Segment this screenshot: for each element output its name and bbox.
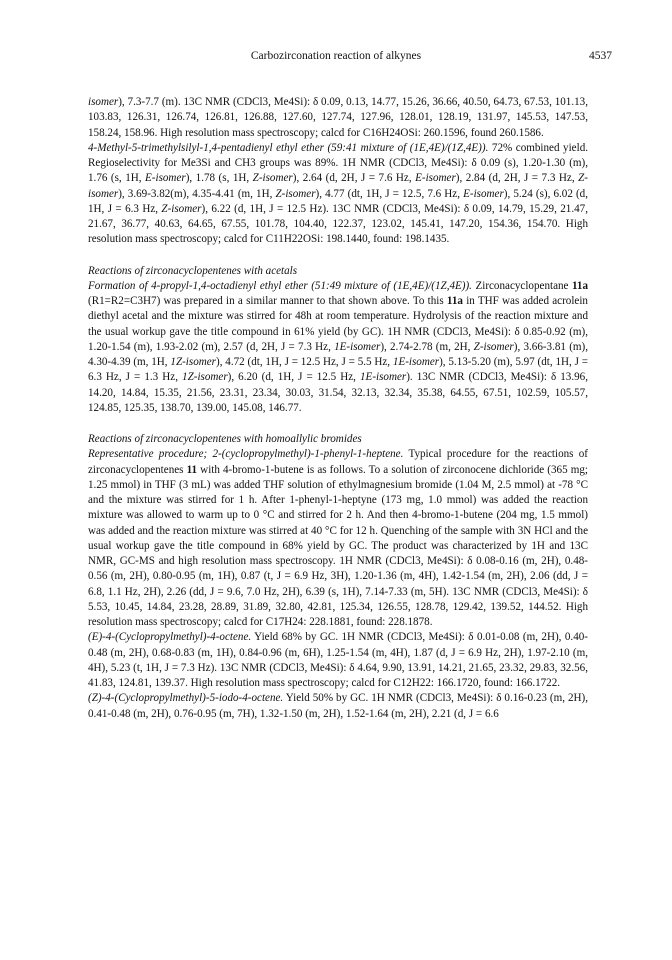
compound-title: 4-Methyl-5-trimethylsilyl-1,4-pentadienyl ethyl ether (59:41 mixture of (1E,4E)/(1Z,4E)). [88, 141, 489, 154]
body-text: Zirconacyclopentane [471, 279, 572, 292]
paragraph-octadienyl-ether [88, 279, 588, 416]
running-title: Carbozirconation reaction of alkynes [250, 50, 422, 62]
compound-title: Representative procedure; 2-(cyclopropylmethyl)-1-phenyl-1-heptene. [88, 448, 404, 461]
section-homoallylic-bromides [88, 432, 588, 722]
body-text: Yield 68% by GC. 1H NMR (CDCl3, Me4Si): δ 0.01-0.08 (m, 2H), 0.40-0.48 (m, 2H), 0.68-0.83 (m, 1H), 0.84-0.96 (m, 6H), 1.25-1.54 (m, 4H), 1.87 (d, J = 6.9 Hz, 2H), 1.97-2.10 (m, 4H), 5.23 (t, 1H, J = 7.3 Hz). 13C NMR (CDCl3, Me4Si): δ 4.64, 9.90, 13.91, 14.21, 21.65, 23.32, 29.83, 32.56, 41.83, 124.81, 139.37. High resolution mass spectroscopy; calcd for C12H22: 166.1720, found: 166.1722. [88, 631, 588, 689]
italic-text: 1E-isomer [334, 340, 381, 353]
body-text: ), 4.72 (dt, 1H, J = 12.5 Hz, J = 5.5 Hz, [216, 356, 393, 368]
italic-text: E-isomer [463, 187, 504, 200]
running-head [0, 50, 672, 66]
italic-text: 1E-isomer [392, 356, 440, 368]
compound-number: 11a [571, 279, 589, 292]
paragraph-pentadienyl-ether [88, 141, 588, 248]
italic-text: 1Z-isomer [182, 371, 228, 384]
body-text: ), 4.77 (dt, 1H, J = 12.5, 7.6 Hz, [315, 187, 464, 200]
paragraph-iodo-octene [88, 691, 588, 722]
body-text: ), 3.66-3.81 (m), 4.30-4.39 (m, 1H, [88, 340, 588, 368]
body-text: ). 13C NMR (CDCl3, Me4Si): δ 13.96, 14.20, 14.84, 15.35, 21.56, 23.31, 23.34, 30.03, 31.54, 32.13, 32.34, 35.38, 64.55, 67.51, 102.59, 105.57, 124.85, 125.35, 138.70, 139.00, 145.08, 146.77. [88, 371, 588, 414]
section-heading: Reactions of zirconacyclopentenes with homoallylic bromides [88, 433, 362, 445]
paragraph-representative-procedure [88, 447, 588, 630]
italic-text: Z-isomer [252, 172, 293, 185]
italic-text: E-isomer [415, 172, 456, 185]
body-text: ), 2.74-2.78 (m, 2H, [380, 340, 474, 353]
body-text: Typical procedure for the reactions of zirconacyclopentenes [88, 448, 588, 476]
italic-text: Z-isomer [275, 187, 316, 200]
compound-number: 11a [446, 295, 463, 307]
body-text: ), 3.69-3.82(m), 4.35-4.41 (m, 1H, [118, 187, 276, 200]
italic-text: isomer [88, 96, 119, 108]
body-text: ), 6.22 (d, 1H, J = 12.5 Hz). 13C NMR (CDCl3, Me4Si): δ 0.09, 14.79, 15.29, 21.47, 21.67, 36.77, 40.63, 64.65, 67.55, 101.78, 104.40, 122.37, 123.02, 145.41, 147.20, 154.36, 154.70. High resolution mass spectroscopy; calcd for C11H22OSi: 198.1440, found: 198.1435. [88, 202, 588, 246]
paragraph-cyclopropylmethyl-octene [88, 630, 588, 691]
body-text: Yield 50% by GC. 1H NMR (CDCl3, Me4Si): δ 0.16-0.23 (m, 2H), 0.41-0.48 (m, 2H), 0.76-0.95 (m, 7H), 1.32-1.50 (m, 2H), 1.52-1.64 (m, 2H), 2.21 (d, J = 6.6 [88, 692, 588, 720]
compound-title: (Z)-4-(Cyclopropylmethyl)-5-iodo-4-octene. [88, 692, 284, 705]
body-text: ), 1.78 (s, 1H, [185, 172, 253, 185]
italic-text: 1E-isomer [360, 371, 407, 384]
italic-text: E-isomer [145, 172, 186, 185]
body-text: (R1=R2=C3H7) was prepared in a similar manner to that shown above. To this [88, 295, 447, 307]
body-text: ), 5.13-5.20 (m), 5.97 (dt, 1H, J = 6.3 Hz, J = 1.3 Hz, [88, 356, 588, 384]
body-text: ), 7.3-7.7 (m). [118, 96, 184, 108]
compound-title: Formation of 4-propyl-1,4-octadienyl ethyl ether (51:49 mixture of (1E,4E)/(1Z,4E)). [88, 279, 472, 292]
page-number: 4537 [589, 50, 612, 62]
body-text: ), 2.64 (d, 2H, J = 7.6 Hz, [292, 172, 416, 185]
section-acetals [88, 264, 588, 417]
section-heading: Reactions of zirconacyclopentenes with acetals [88, 264, 298, 277]
body-text: 13C NMR (CDCl3, Me4Si): δ 0.09, 0.13, 14.77, 15.26, 36.66, 40.50, 64.73, 67.53, 101.13, 103.83, 126.31, 126.74, 126.81, 126.88, 127.60, 127.74, 127.96, 128.01, 128.19, 131.97, 145.53, 147.53, 158.24, 158.96. High resolution mass spectroscopy; calcd for C16H24OSi: 260.1596, found 260.1586. [88, 96, 588, 139]
body-text: with 4-bromo-1-butene is as follows. To a solution of zirconocene dichloride (365 mg; 1.25 mmol) in THF (3 mL) was added THF solution of ethylmagnesium bromide (1.04 M, 2.5 mmol) at -78 °C and the mixture was stirred for 1 h. After 1-phenyl-1-heptyne (173 mg, 1.0 mmol) was added the reaction mixture was allowed to warm up to 0 °C and stirred for 2 h. And then 4-bromo-1-butene (204 mg, 1.5 mmol) was added and the reaction mixture was stirred at 40 °C for 12 h. Quenching of the sample with 3N HCl and the usual workup gave the title compound in 68% yield by GC. The product was characterized by 1H and 13C NMR, GC-MS and high resolution mass spectroscopy. 1H NMR (CDCl3, Me4Si): δ 0.08-0.16 (m, 2H), 0.48-0.56 (m, 2H), 0.80-0.95 (m, 1H), 0.87 (t, J = 6.9 Hz, 3H), 1.20-1.36 (m, 4H), 1.42-1.54 (m, 2H), 2.06 (dd, J = 6.8, 1.1 Hz, 2H), 2.26 (dd, J = 9.6, 7.0 Hz, 2H), 6.39 (s, 1H), 7.14-7.33 (m, 5H). 13C NMR (CDCl3, Me4Si): δ 5.53, 10.45, 14.84, 23.28, 28.89, 31.89, 32.80, 42.81, 125.34, 126.55, 128.78, 129.42, 139.52, 144.52. High resolution mass spectroscopy; calcd for C17H24: 228.1881, found: 228.1878. [88, 463, 588, 628]
paragraph-isomer-nmr-data [88, 95, 588, 141]
italic-text: Z-isomer [88, 172, 588, 200]
italic-text: Z-isomer [161, 202, 202, 215]
compound-number: 11 [186, 463, 198, 476]
compound-title: (E)-4-(Cyclopropylmethyl)-4-octene. [88, 631, 252, 644]
italic-text: 1Z-isomer [170, 356, 217, 368]
body-text: ), 5.24 (s), 6.02 (d, 1H, J = 6.3 Hz, [88, 187, 588, 215]
italic-text: Z-isomer [473, 340, 514, 353]
body-text: 72% combined yield. Regioselectivity for Me3Si and CH3 groups was 89%. 1H NMR (CDCl3, Me4Si): δ 0.09 (s), 1.20-1.30 (m), 1.76 (s, 1H, [88, 141, 589, 185]
body-text: ), 2.84 (d, 2H, J = 7.3 Hz, [455, 172, 579, 185]
article-body [88, 95, 588, 722]
body-text: ), 6.20 (d, 1H, J = 12.5 Hz, [227, 371, 360, 384]
body-text: in THF was added acrolein diethyl acetal and the mixture was stirred for 48h at room temperature. Hydrolysis of the reaction mixture and the usual workup gave the title compound in 61% yield (by GC). 1H NMR (CDCl3, Me4Si): δ 0.85-0.92 (m), 1.20-1.54 (m), 1.93-2.02 (m), 2.57 (d, 2H, J = 7.3 Hz, [88, 295, 588, 353]
